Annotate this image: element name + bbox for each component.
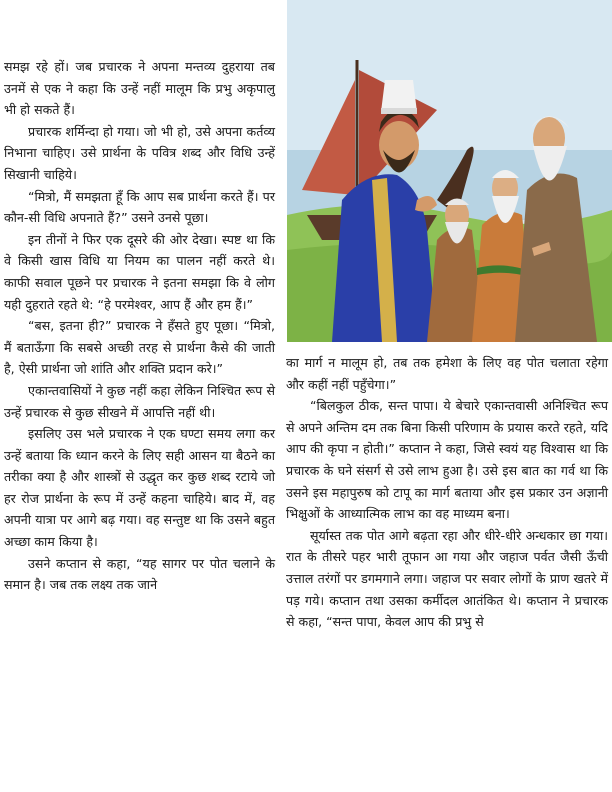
paragraph: “बस, इतना ही?” प्रचारक ने हँसते हुए पूछा। “मित्रो, मैं बताऊँगा कि सबसे अच्छी तरह से प्रार्थना कैसे की जाती है, ऐसी प्रार्थना जो शांति और शक्ति प्रदान करे।” (4, 318, 275, 377)
paragraph: प्रचारक शर्मिन्दा हो गया। जो भी हो, उसे अपना कर्तव्य निभाना चाहिए। उसे प्रार्थना के पवित्र शब्द और विधि उन्हें सिखानी चाहिये। (4, 123, 275, 182)
paragraph: का मार्ग न मालूम हो, तब तक हमेशा के लिए वह पोत चलाता रहेगा और कहीं नहीं पहुँचेगा।” (286, 355, 608, 392)
right-text-column (286, 352, 608, 633)
paragraph: इसलिए उस भले प्रचारक ने एक घण्टा समय लगा कर उन्हें बताया कि ध्यान करने के लिए सही आसन या बैठने का तरीका क्या है और शास्त्रों से उद्धृत कर कुछ शब्द रटाये जो हर रोज प्रार्थना के रूप में उन्हें कहना चाहिये। बाद में, वह अपनी यात्रा पर आगे बढ़ गया। वह सन्तुष्ट था कि उसने बहुत अच्छा काम किया है। (4, 426, 275, 550)
missionary-and-three-hermits-illustration (287, 0, 612, 342)
paragraph: “बिलकुल ठीक, सन्त पापा। ये बेचारे एकान्तवासी अनिश्चित रूप से अपने अन्तिम दम तक बिना किसी परिणाम के प्रयास करते रहते, यदि आप की कृपा न होती।” कप्तान ने कहा, जिसे स्वयं यह विश्वास था कि प्रचारक के घने संसर्ग से उसे लाभ हुआ है। उसे इस बात का गर्व था कि उसने इस महापुरुष को टापू का मार्ग बताया और इस प्रकार उन अज्ञानी भिक्षुओं के आध्यात्मिक लाभ का वह माध्यम बना। (286, 398, 608, 522)
paragraph: “मित्रो, मैं समझता हूँ कि आप सब प्रार्थना करते हैं। पर कौन-सी विधि अपनाते हैं?” उसने उनसे पूछा। (4, 188, 275, 226)
paragraph: उसने कप्तान से कहा, “यह सागर पर पोत चलाने के समान है। जब तक लक्ष्य तक जाने (4, 555, 275, 593)
paragraph: एकान्तवासियों ने कुछ नहीं कहा लेकिन निश्चित रूप से उन्हें प्रचारक से कुछ सीखने में आपत्ति नहीं थी। (4, 382, 275, 420)
left-text-column (4, 56, 275, 596)
paragraph: सूर्यास्त तक पोत आगे बढ़ता रहा और धीरे-धीरे अन्धकार छा गया। रात के तीसरे पहर भारी तूफान आ गया और जहाज पर्वत जैसी ऊँची उत्ताल तरंगों पर डगमगाने लगा। जहाज पर सवार लोगों के प्राण खतरे में पड़ गये। कप्तान तथा उसका कर्मीदल आतंकित थे। कप्तान ने प्रचारक से कहा, “सन्त पापा, केवल आप की प्रभु से (286, 527, 608, 630)
paragraph: इन तीनों ने फिर एक दूसरे की ओर देखा। स्पष्ट था कि वे किसी खास विधि या नियम का पालन नहीं करते थे। काफी सवाल पूछने पर प्रचारक ने इतना समझा कि वे लोग यही दुहराते रहते थे: “हे परमेश्वर, आप हैं और हम हैं।” (4, 231, 275, 312)
paragraph: समझ रहे हों। जब प्रचारक ने अपना मन्तव्य दुहराया तब उनमें से एक ने कहा कि उन्हें नहीं मालूम कि प्रभु अकृपालु भी हो सकते हैं। (4, 59, 275, 118)
story-illustration (287, 0, 612, 342)
